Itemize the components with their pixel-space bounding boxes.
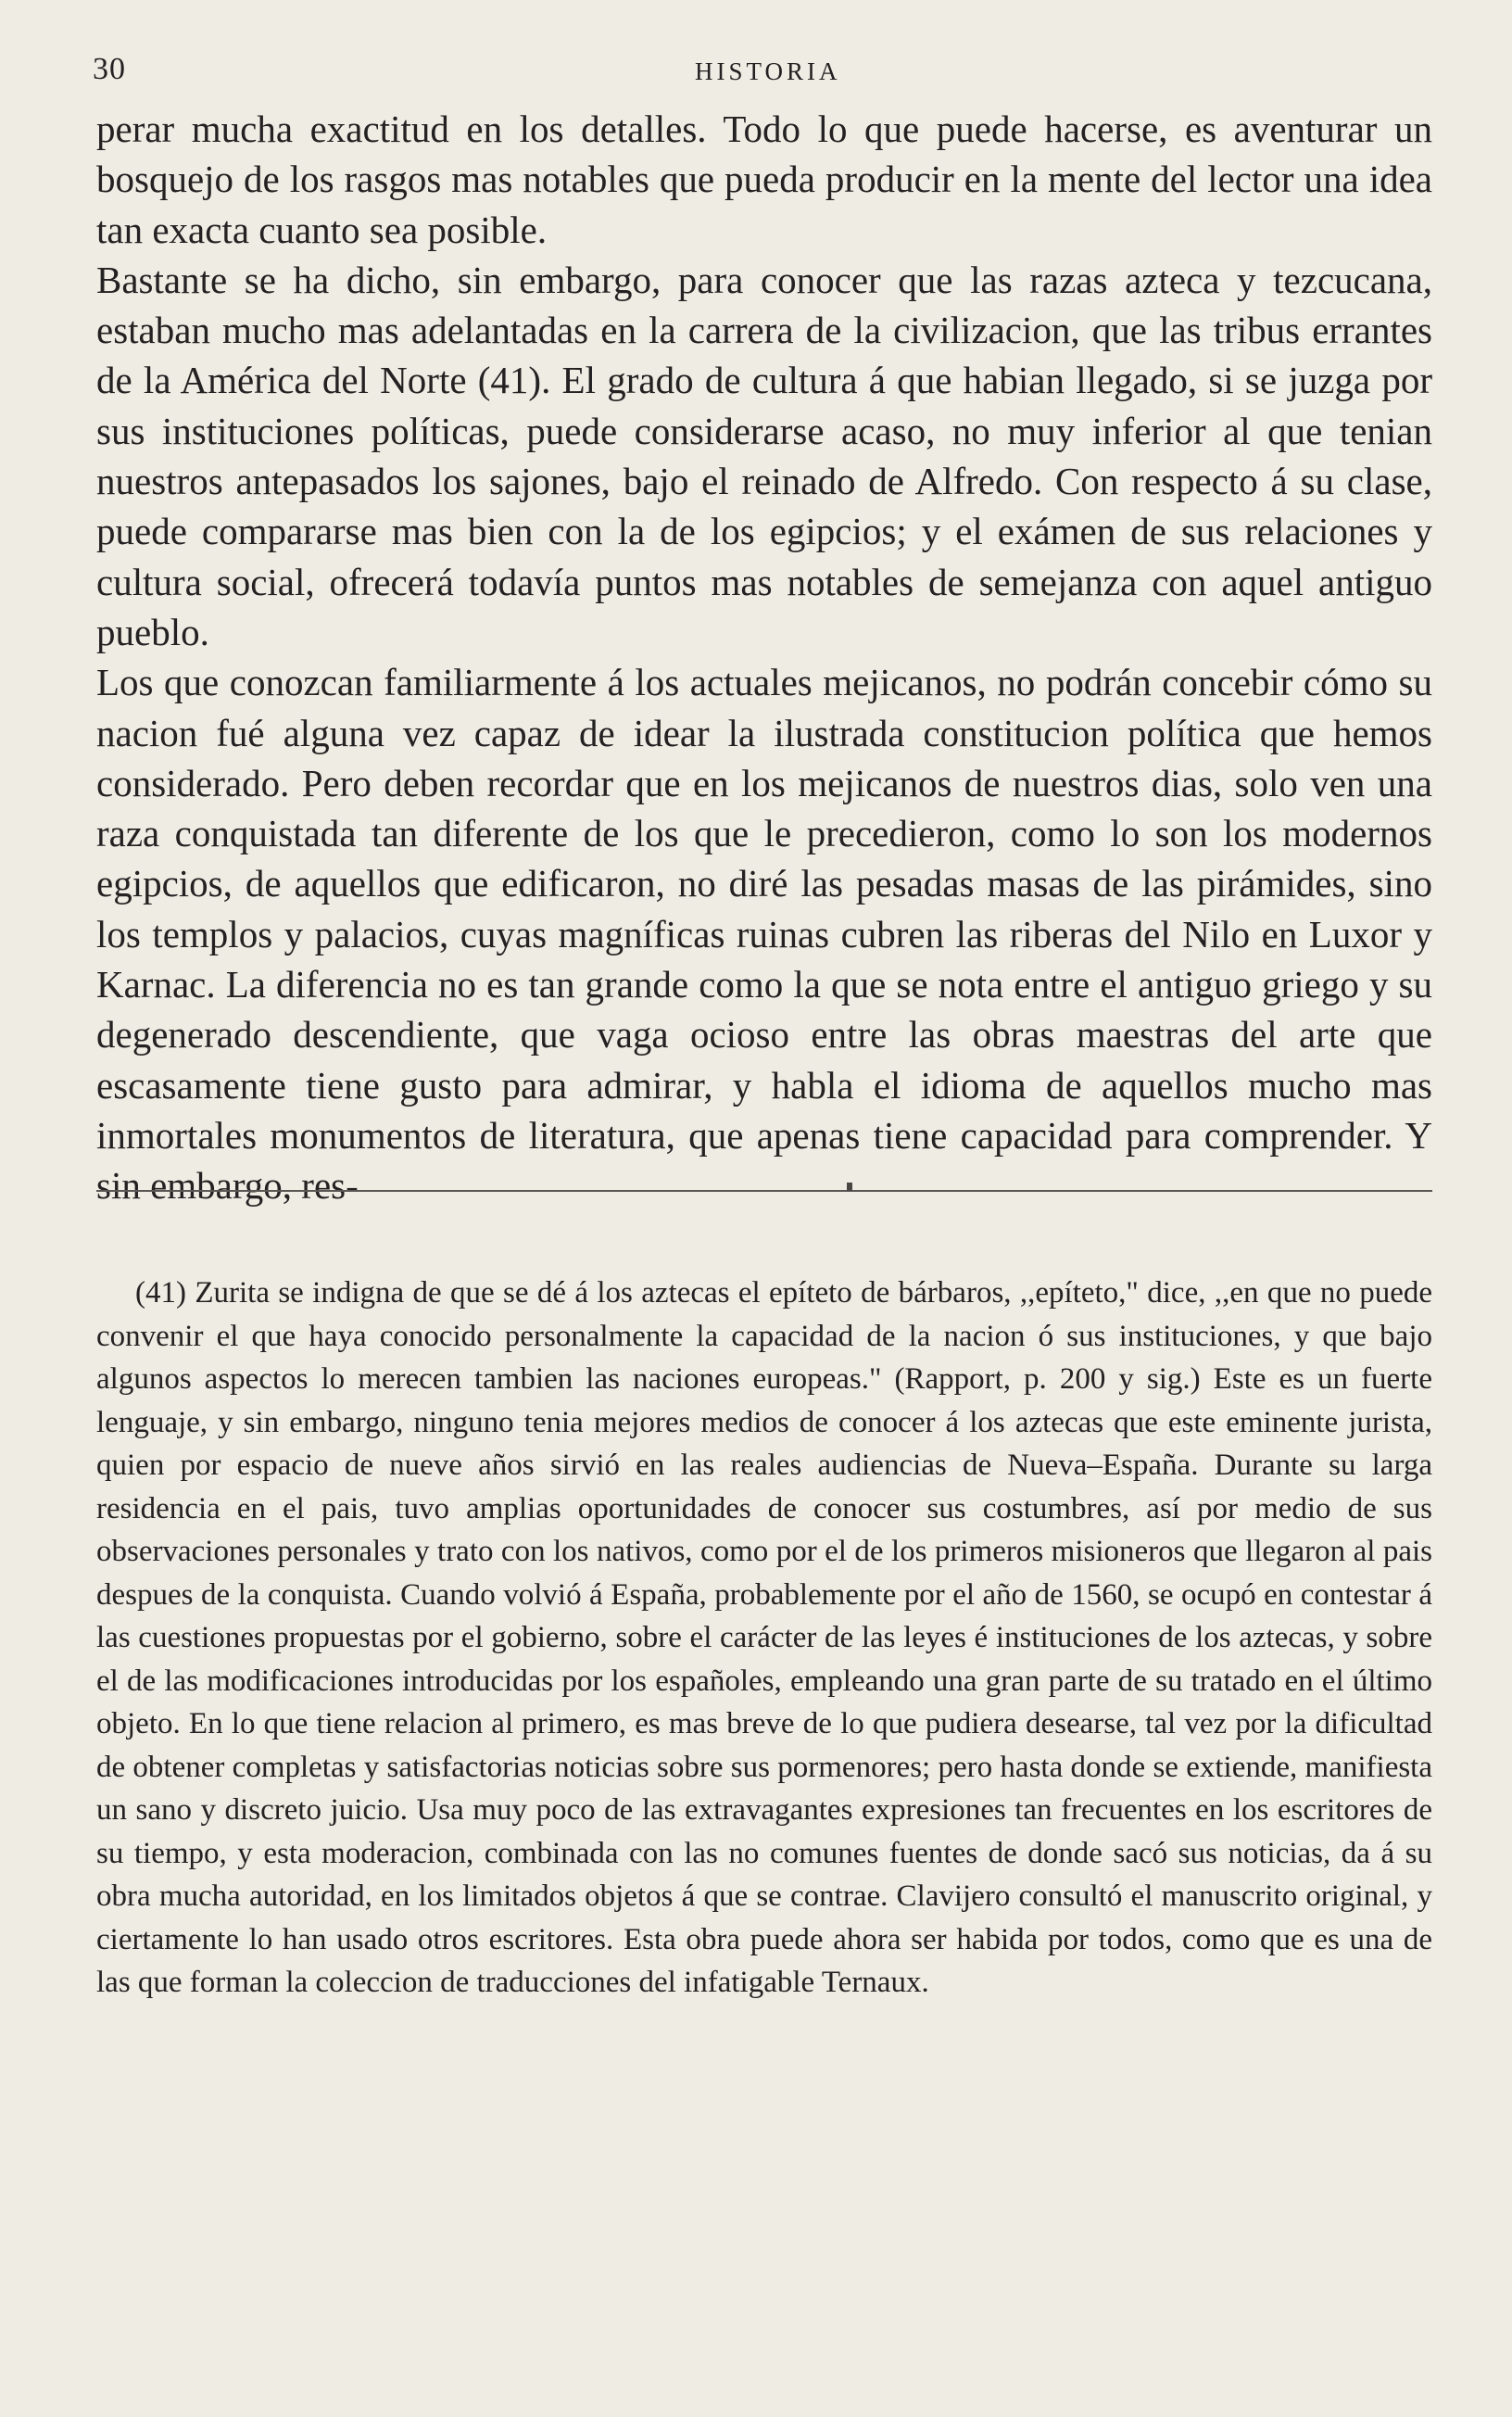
paragraph-3: Los que conozcan familiarmente á los actuales mejicanos, no podrán concebir cómo su nacion fué alguna vez capaz de idear la ilustrada constitucion política que hemos considerado. Pero deben recordar que en los mejicanos de nuestros dias, solo ven una raza conquistada tan diferente de los que le precedieron, como lo son los modernos egipcios, de aquellos que edificaron, no diré las pesadas masas de las pirámides, sino los templos y palacios, cuyas magníficas ruinas cubren las riberas del Nilo en Luxor y Karnac. La diferencia no es tan grande como la que se nota entre el antiguo griego y su degenerado descendiente, que vaga ocioso entre las obras maestras del arte que escasamente tiene gusto para admirar, y habla el idioma de aquellos mucho mas inmortales monumentos de literatura, que apenas tiene capacidad para comprender. Y sin embargo, res- (96, 661, 1432, 1208)
running-head: HISTORIA (695, 57, 841, 85)
separator-mark (847, 1183, 852, 1191)
page-header (93, 52, 1445, 98)
main-text (96, 104, 1432, 1211)
footnote (96, 1272, 1432, 2005)
footnote-41: (41) Zurita se indigna de que se dé á los aztecas el epíteto de bárbaros, ,,epíteto," dice, ,,en que no puede convenir el que haya conocido personalmente la capacidad de la nacion ó sus instituciones, y que bajo algunos aspectos lo merecen tambien las naciones europeas." (Rapport, p. 200 y sig.) Este es un fuerte lenguaje, y sin embargo, ninguno tenia mejores medios de conocer á los aztecas que este eminente jurista, quien por espacio de nueve años sirvió en las reales audiencias de Nueva–España. Durante su larga residencia en el pais, tuvo amplias oportunidades de conocer sus costumbres, así por medio de sus observaciones personales y trato con los nativos, como por el de los primeros misioneros que llegaron al pais despues de la conquista. Cuando volvió á España, probablemente por el año de 1560, se ocupó en contestar á las cuestiones propuestas por el gobierno, sobre el carácter de las leyes é instituciones de los aztecas, y sobre el de las modificaciones introducidas por los españoles, empleando una gran parte de su tratado en el último objeto. En lo que tiene relacion al primero, es mas breve de lo que pudiera desearse, tal vez por la dificultad de obtener completas y satisfactorias noticias sobre sus pormenores; pero hasta donde se extiende, manifiesta un sano y discreto juicio. Usa muy poco de las extravagantes expresiones tan frecuentes en los escritores de su tiempo, y esta moderacion, combinada con las no comunes fuentes de donde sacó sus noticias, da á su obra mucha autoridad, en los limitados objetos á que se contrae. Clavijero consultó el manuscrito original, y ciertamente lo han usado otros escritores. Esta obra puede ahora ser habida por todos, como que es una de las que forman la coleccion de traducciones del infatigable Ternaux. (96, 1276, 1432, 1999)
paragraph-2: Bastante se ha dicho, sin embargo, para conocer que las razas azteca y tezcucana, estaban mucho mas adelantadas en la carrera de la civilizacion, que las tribus errantes de la América del Norte (41). El grado de cultura á que habian llegado, si se juzga por sus instituciones políticas, puede considerarse acaso, no muy inferior al que tenian nuestros antepasados los sajones, bajo el reinado de Alfredo. Con respecto á su clase, puede compararse mas bien con la de los egipcios; y el exámen de sus relaciones y cultura social, ofrecerá todavía puntos mas notables de semejanza con aquel antiguo pueblo. (96, 258, 1432, 653)
footnote-separator (96, 1190, 1432, 1192)
paragraph-1: perar mucha exactitud en los detalles. Todo lo que puede hacerse, es aventurar un bosquejo de los rasgos mas notables que pueda producir en la mente del lector una idea tan exacta cuanto sea posible. (96, 108, 1432, 251)
page-number: 30 (93, 52, 126, 86)
